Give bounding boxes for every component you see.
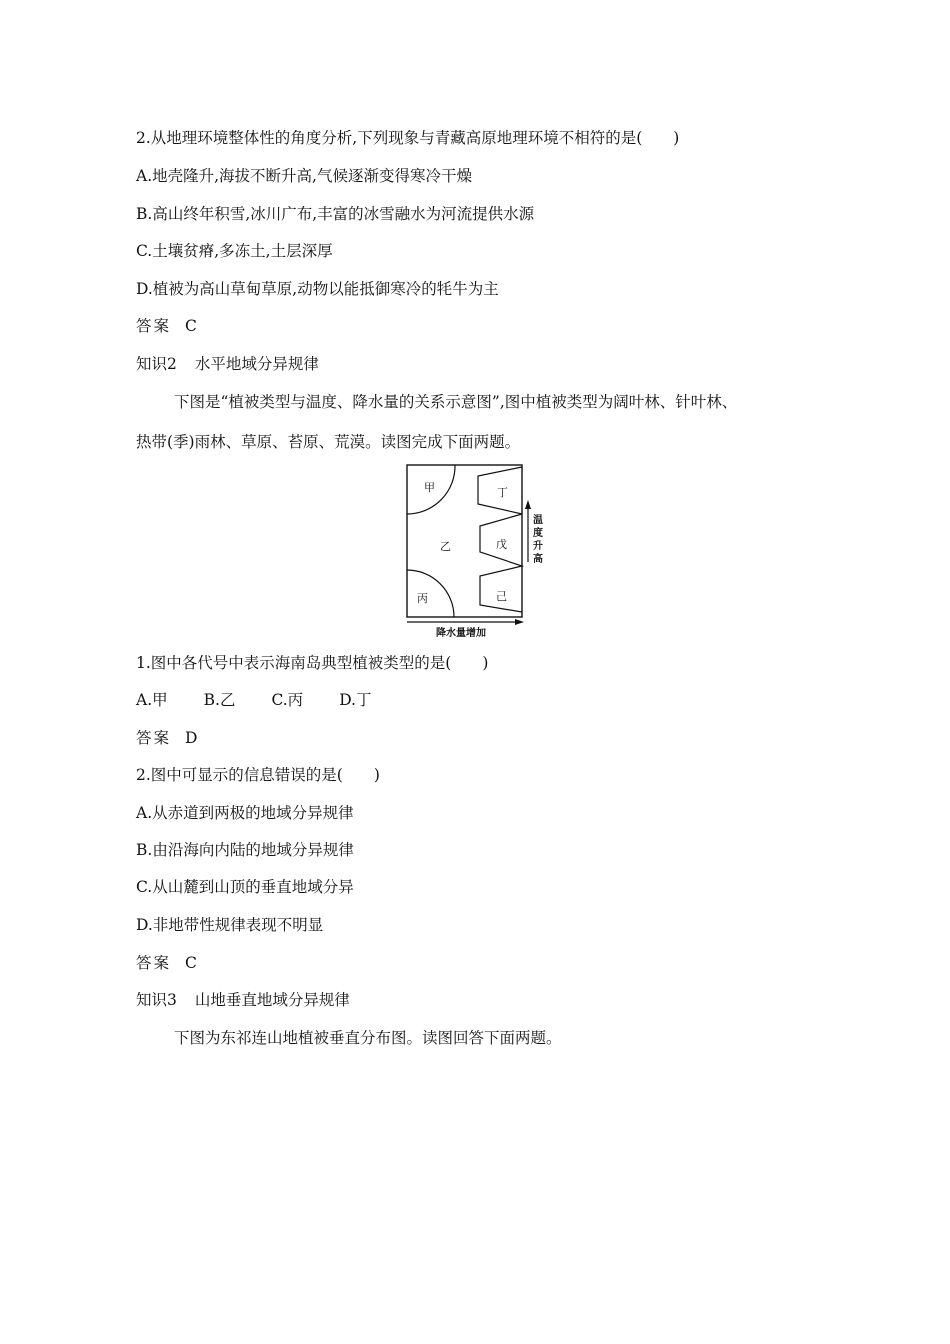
- question-2-option-d: D.植被为高山草甸草原,动物以能抵御寒冷的牦牛为主: [136, 280, 499, 298]
- section-title: 山地垂直地域分异规律: [194, 991, 350, 1009]
- label-yi: 乙: [440, 540, 451, 553]
- question-1-stem: 1.图中各代号中表示海南岛典型植被类型的是( ): [136, 654, 489, 672]
- label-wu: 戊: [496, 538, 507, 551]
- intro-text-line-2: 热带(季)雨林、草原、苔原、荒漠。读图完成下面两题。: [136, 433, 521, 451]
- section-number: 知识2: [136, 355, 177, 373]
- option-c: C.丙: [271, 691, 304, 709]
- section-heading: [136, 990, 350, 1010]
- intro-text: 下图为东祁连山地植被垂直分布图。读图回答下面两题。: [174, 1029, 562, 1047]
- answer-line: [136, 316, 197, 336]
- answer-label: 答案: [136, 729, 172, 747]
- label-ding: 丁: [497, 486, 508, 499]
- answer-value: C: [185, 317, 197, 335]
- temperature-arrow-head: [525, 500, 531, 509]
- option-b: B.乙: [203, 691, 236, 709]
- vegetation-diagram: [400, 462, 560, 642]
- region-bing-boundary: [407, 570, 454, 617]
- answer-label: 答案: [136, 954, 172, 972]
- answer-line: [136, 953, 197, 973]
- y-axis-char-2: 度: [533, 528, 543, 539]
- question-2b-option-c: C.从山麓到山顶的垂直地域分异: [136, 878, 354, 896]
- y-axis-char-1: 温: [533, 515, 543, 526]
- answer-label: 答案: [136, 317, 172, 335]
- question-2b-option-d: D.非地带性规律表现不明显: [136, 916, 324, 934]
- answer-line: [136, 728, 197, 748]
- question-2b-option-b: B.由沿海向内陆的地域分异规律: [136, 841, 354, 859]
- y-axis-char-3: 升: [533, 541, 543, 552]
- section-number: 知识3: [136, 991, 177, 1009]
- question-1-options: [136, 690, 408, 710]
- question-2b-option-a: A.从赤道到两极的地域分异规律: [136, 804, 354, 822]
- option-a: A.甲: [136, 691, 168, 709]
- section-heading: [136, 354, 319, 374]
- option-d: D.丁: [339, 691, 372, 709]
- precipitation-arrow-head: [515, 619, 524, 625]
- question-2-option-b: B.高山终年积雪,冰川广布,丰富的冰雪融水为河流提供水源: [136, 205, 535, 223]
- question-2-option-c: C.土壤贫瘠,多冻土,土层深厚: [136, 242, 333, 260]
- label-ji: 己: [496, 590, 507, 603]
- label-bing: 丙: [417, 592, 428, 605]
- section-title: 水平地域分异规律: [194, 355, 319, 373]
- question-2-stem: 2.从地理环境整体性的角度分析,下列现象与青藏高原地理环境不相符的是( ): [136, 129, 680, 147]
- label-jia: 甲: [424, 481, 435, 494]
- question-2-option-a: A.地壳隆升,海拔不断升高,气候逐渐变得寒冷干燥: [136, 167, 472, 185]
- answer-value: C: [185, 954, 197, 972]
- y-axis-char-4: 高: [533, 554, 543, 565]
- x-axis-label: 降水量增加: [436, 628, 486, 639]
- intro-text-line-1: 下图是“植被类型与温度、降水量的关系示意图”,图中植被类型为阔叶林、针叶林、: [174, 393, 738, 411]
- question-2b-stem: 2.图中可显示的信息错误的是( ): [136, 766, 380, 784]
- answer-value: D: [185, 729, 198, 747]
